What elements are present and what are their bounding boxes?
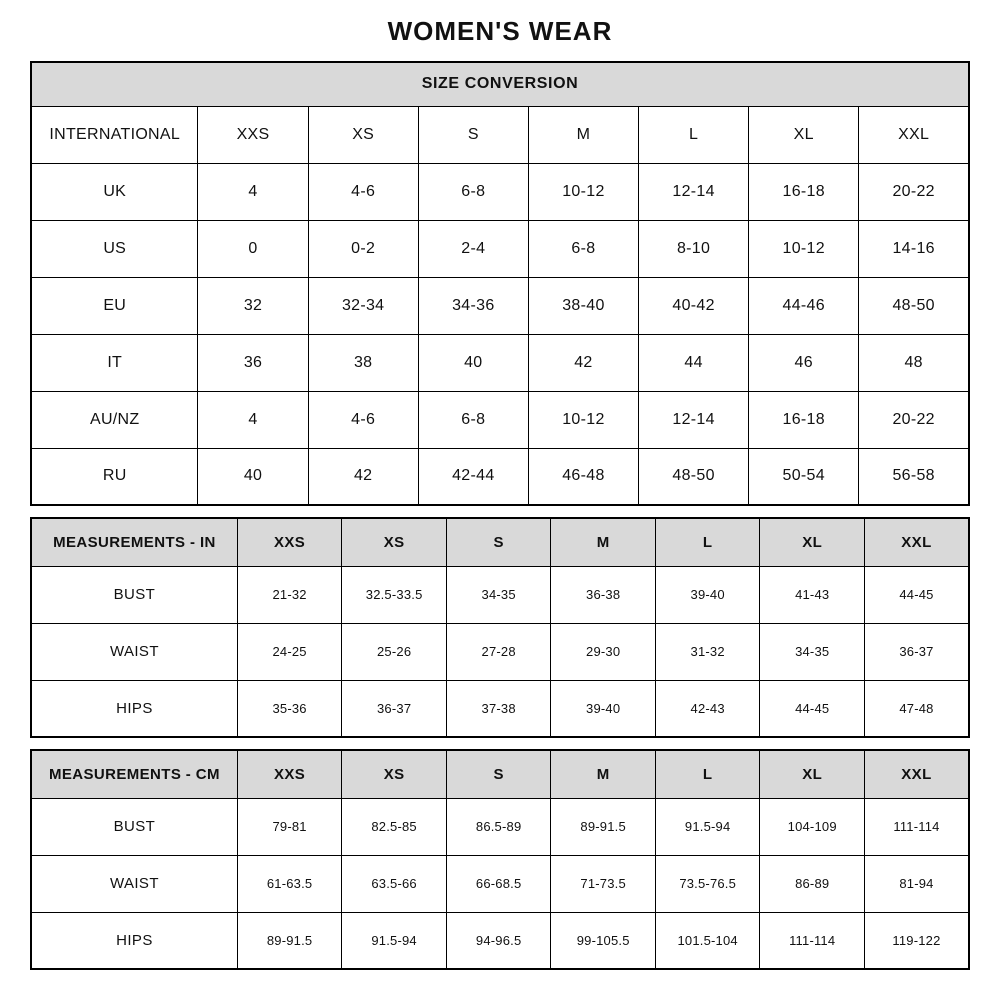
header-cell-international: INTERNATIONAL bbox=[31, 106, 198, 163]
header-cell-xxs: XXS bbox=[198, 106, 308, 163]
header-row bbox=[31, 518, 969, 566]
table-cell: 34-35 bbox=[760, 623, 865, 680]
table-cell: 29-30 bbox=[551, 623, 656, 680]
table-cell: 10-12 bbox=[528, 163, 638, 220]
row-label: IT bbox=[31, 334, 198, 391]
table-cell: 73.5-76.5 bbox=[655, 855, 760, 912]
header-cell-l: L bbox=[639, 106, 749, 163]
table-cell: 35-36 bbox=[237, 680, 342, 737]
table-cell: 50-54 bbox=[749, 448, 859, 505]
table-cell: 6-8 bbox=[528, 220, 638, 277]
table-row-waist bbox=[31, 855, 969, 912]
table-cell: 4 bbox=[198, 163, 308, 220]
measurements-in-title: MEASUREMENTS - IN bbox=[31, 518, 237, 566]
size-header-xxl: XXL bbox=[864, 518, 969, 566]
table-cell: 36-37 bbox=[864, 623, 969, 680]
size-header-m: M bbox=[551, 750, 656, 798]
table-row-us bbox=[31, 220, 969, 277]
table-cell: 44-46 bbox=[749, 277, 859, 334]
table-cell: 111-114 bbox=[864, 798, 969, 855]
table-cell: 94-96.5 bbox=[446, 912, 551, 969]
header-cell-s: S bbox=[418, 106, 528, 163]
table-cell: 101.5-104 bbox=[655, 912, 760, 969]
measurements-cm-title: MEASUREMENTS - CM bbox=[31, 750, 237, 798]
header-cell-xs: XS bbox=[308, 106, 418, 163]
size-header-xs: XS bbox=[342, 750, 447, 798]
table-cell: 32-34 bbox=[308, 277, 418, 334]
header-row bbox=[31, 750, 969, 798]
table-cell: 63.5-66 bbox=[342, 855, 447, 912]
size-header-xl: XL bbox=[760, 518, 865, 566]
table-row-uk bbox=[31, 163, 969, 220]
table-cell: 79-81 bbox=[237, 798, 342, 855]
table-cell: 34-35 bbox=[446, 566, 551, 623]
table-cell: 40 bbox=[418, 334, 528, 391]
size-header-xxs: XXS bbox=[237, 518, 342, 566]
table-cell: 12-14 bbox=[639, 163, 749, 220]
size-header-s: S bbox=[446, 518, 551, 566]
table-cell: 42 bbox=[308, 448, 418, 505]
table-cell: 89-91.5 bbox=[237, 912, 342, 969]
table-cell: 48 bbox=[859, 334, 969, 391]
table-cell: 47-48 bbox=[864, 680, 969, 737]
row-label: US bbox=[31, 220, 198, 277]
table-cell: 46 bbox=[749, 334, 859, 391]
row-label: WAIST bbox=[31, 855, 237, 912]
size-header-xl: XL bbox=[760, 750, 865, 798]
table-cell: 10-12 bbox=[528, 391, 638, 448]
table-cell: 2-4 bbox=[418, 220, 528, 277]
size-header-xxl: XXL bbox=[864, 750, 969, 798]
table-cell: 4-6 bbox=[308, 391, 418, 448]
table-cell: 44-45 bbox=[864, 566, 969, 623]
table-cell: 42 bbox=[528, 334, 638, 391]
size-header-l: L bbox=[655, 518, 760, 566]
table-cell: 48-50 bbox=[639, 448, 749, 505]
table-cell: 6-8 bbox=[418, 391, 528, 448]
measurements-cm-table bbox=[30, 749, 970, 970]
size-header-l: L bbox=[655, 750, 760, 798]
table-cell: 99-105.5 bbox=[551, 912, 656, 969]
row-label: HIPS bbox=[31, 912, 237, 969]
row-label: BUST bbox=[31, 798, 237, 855]
table-cell: 71-73.5 bbox=[551, 855, 656, 912]
table-cell: 38-40 bbox=[528, 277, 638, 334]
table-cell: 104-109 bbox=[760, 798, 865, 855]
size-header-xs: XS bbox=[342, 518, 447, 566]
table-cell: 10-12 bbox=[749, 220, 859, 277]
table-cell: 111-114 bbox=[760, 912, 865, 969]
table-cell: 86-89 bbox=[760, 855, 865, 912]
table-cell: 20-22 bbox=[859, 163, 969, 220]
table-cell: 89-91.5 bbox=[551, 798, 656, 855]
table-row-bust bbox=[31, 798, 969, 855]
table-cell: 91.5-94 bbox=[655, 798, 760, 855]
table-cell: 42-44 bbox=[418, 448, 528, 505]
table-cell: 41-43 bbox=[760, 566, 865, 623]
table-row-ru bbox=[31, 448, 969, 505]
table-row-it bbox=[31, 334, 969, 391]
table-cell: 48-50 bbox=[859, 277, 969, 334]
table-cell: 25-26 bbox=[342, 623, 447, 680]
table-cell: 40-42 bbox=[639, 277, 749, 334]
table-cell: 86.5-89 bbox=[446, 798, 551, 855]
table-cell: 36 bbox=[198, 334, 308, 391]
header-cell-xxl: XXL bbox=[859, 106, 969, 163]
table-cell: 39-40 bbox=[551, 680, 656, 737]
table-cell: 119-122 bbox=[864, 912, 969, 969]
table-cell: 20-22 bbox=[859, 391, 969, 448]
table-cell: 82.5-85 bbox=[342, 798, 447, 855]
size-conversion-title: SIZE CONVERSION bbox=[31, 62, 969, 106]
table-cell: 24-25 bbox=[237, 623, 342, 680]
size-header-s: S bbox=[446, 750, 551, 798]
row-label: RU bbox=[31, 448, 198, 505]
table-cell: 36-38 bbox=[551, 566, 656, 623]
table-row-hips bbox=[31, 912, 969, 969]
table-cell: 12-14 bbox=[639, 391, 749, 448]
table-cell: 61-63.5 bbox=[237, 855, 342, 912]
table-cell: 81-94 bbox=[864, 855, 969, 912]
table-cell: 34-36 bbox=[418, 277, 528, 334]
table-cell: 38 bbox=[308, 334, 418, 391]
table-cell: 32 bbox=[198, 277, 308, 334]
row-label: AU/NZ bbox=[31, 391, 198, 448]
header-cell-m: M bbox=[528, 106, 638, 163]
table-row-waist bbox=[31, 623, 969, 680]
banner-row bbox=[31, 62, 969, 106]
table-cell: 4-6 bbox=[308, 163, 418, 220]
table-cell: 91.5-94 bbox=[342, 912, 447, 969]
row-label: UK bbox=[31, 163, 198, 220]
table-cell: 0-2 bbox=[308, 220, 418, 277]
table-cell: 14-16 bbox=[859, 220, 969, 277]
table-cell: 0 bbox=[198, 220, 308, 277]
row-label: BUST bbox=[31, 566, 237, 623]
table-cell: 46-48 bbox=[528, 448, 638, 505]
table-cell: 6-8 bbox=[418, 163, 528, 220]
table-row-hips bbox=[31, 680, 969, 737]
table-row-bust bbox=[31, 566, 969, 623]
table-cell: 21-32 bbox=[237, 566, 342, 623]
header-cell-xl: XL bbox=[749, 106, 859, 163]
table-cell: 36-37 bbox=[342, 680, 447, 737]
size-conversion-table bbox=[30, 61, 970, 506]
table-cell: 39-40 bbox=[655, 566, 760, 623]
size-header-xxs: XXS bbox=[237, 750, 342, 798]
row-label: HIPS bbox=[31, 680, 237, 737]
row-label: EU bbox=[31, 277, 198, 334]
table-row-eu bbox=[31, 277, 969, 334]
table-cell: 37-38 bbox=[446, 680, 551, 737]
table-cell: 66-68.5 bbox=[446, 855, 551, 912]
row-label: WAIST bbox=[31, 623, 237, 680]
page-title: WOMEN'S WEAR bbox=[387, 16, 613, 46]
table-cell: 44 bbox=[639, 334, 749, 391]
table-cell: 32.5-33.5 bbox=[342, 566, 447, 623]
table-cell: 56-58 bbox=[859, 448, 969, 505]
table-cell: 40 bbox=[198, 448, 308, 505]
table-cell: 4 bbox=[198, 391, 308, 448]
table-row-aunz bbox=[31, 391, 969, 448]
size-header-m: M bbox=[551, 518, 656, 566]
table-cell: 27-28 bbox=[446, 623, 551, 680]
table-cell: 31-32 bbox=[655, 623, 760, 680]
measurements-in-table bbox=[30, 517, 970, 738]
table-cell: 8-10 bbox=[639, 220, 749, 277]
table-cell: 44-45 bbox=[760, 680, 865, 737]
table-cell: 16-18 bbox=[749, 163, 859, 220]
header-row bbox=[31, 106, 969, 163]
table-cell: 42-43 bbox=[655, 680, 760, 737]
table-cell: 16-18 bbox=[749, 391, 859, 448]
